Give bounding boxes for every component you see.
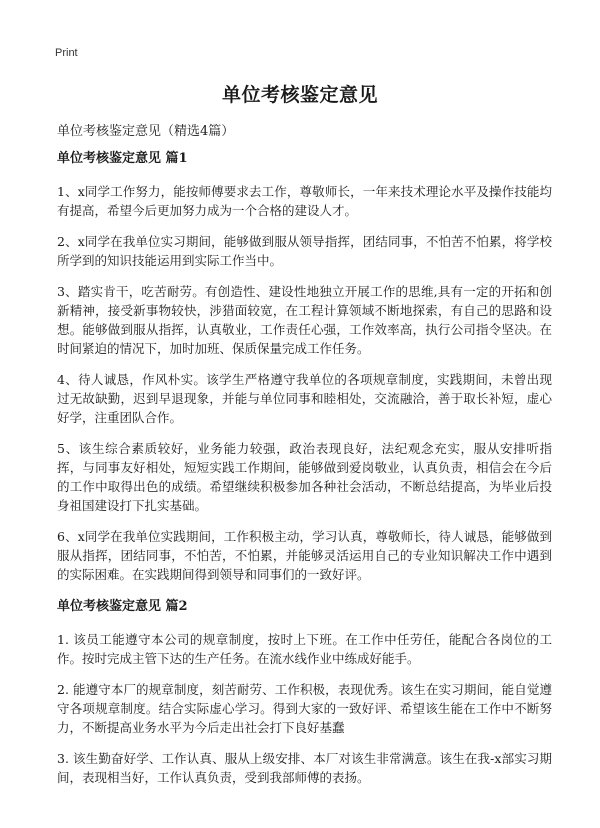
paragraph: 3. 该生勤奋好学、工作认真、服从上级安排、本厂对该生非常满意。该生在我-x部实习期间，表现相当好，工作认真负责，受到我部师傅的表扬。 [57,751,552,785]
paragraph: 6、x同学在我单位实践期间，工作积极主动，学习认真，尊敬师长，待人诚恳，能够做到服从指挥，团结同事，不怕苦，不怕累，并能够灵活运用自己的专业知识解决工作中遇到的实际困难。在实践期间得到领导和同事们的一致好评。 [57,529,552,582]
paragraph: 4、待人诚恳，作风朴实。该学生严格遵守我单位的各项规章制度，实践期间，未曾出现过无故缺勤，迟到早退现象，并能与单位同事和睦相处，交流融洽，善于取长补短，虚心好学，注重团队合作。 [57,372,552,425]
page-title: 单位考核鉴定意见 [221,84,378,106]
print-link[interactable]: Print [55,47,78,59]
paragraph: 2. 能遵守本厂的规章制度，刻苦耐劳、工作积极，表现优秀。该生在实习期间，能自觉遵守各项规章制度。结合实际虚心学习。得到大家的一致好评、希望该生能在工作中不断努力，不断提高业务水平为今后走出社会打下良好基蠢 [57,682,552,735]
section-1 [57,150,552,584]
paragraph: 1. 该员工能遵守本公司的规章制度，按时上下班。在工作中任劳任，能配合各岗位的工作。按时完成主管下达的生产任务。在流水线作业中练成好能手。 [57,632,552,666]
section-heading: 单位考核鉴定意见 篇1 [57,151,188,166]
document-body [57,150,552,799]
paragraph: 5、该生综合素质较好，业务能力较强，政治表现良好，法纪观念充实，服从安排听指挥，与同事友好相处，短短实践工作期间，能够做到爱岗敬业，认真负责，相信会在今后的工作中取得出色的成绩。希望继续积极参加各种社会活动，不断总结提高，为毕业后投身祖国建设打下扎实基础。 [57,441,552,513]
document-subtitle: 单位考核鉴定意见（精选4篇） [57,124,235,139]
section-2 [57,598,552,787]
section-heading: 单位考核鉴定意见 篇2 [57,599,188,614]
paragraph: 2、x同学在我单位实习期间，能够做到服从领导指挥，团结同事，不怕苦不怕累，将学校所学到的知识技能运用到实际工作当中。 [57,234,552,268]
paragraph: 3、踏实肯干，吃苦耐劳。有创造性、建设性地独立开展工作的思维,具有一定的开拓和创新精神，接受新事物较快，涉猎面较宽，在工程计算领域不断地探索，有自己的思路和设想。能够做到服从指挥，认真敬业，工作责任心强，工作效率高，执行公司指令坚决。在时间紧迫的情况下，加时加班、保质保量完成工作任务。 [57,284,552,356]
paragraph: 1、x同学工作努力，能按师傅要求去工作，尊敬师长，一年来技术理论水平及操作技能均有提高，希望今后更加努力成为一个合格的建设人才。 [57,184,552,218]
